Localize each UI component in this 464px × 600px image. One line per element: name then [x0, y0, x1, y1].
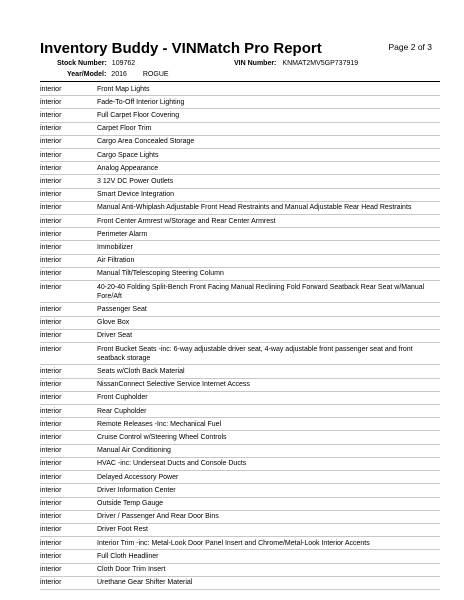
list-item [40, 175, 440, 188]
list-item [40, 577, 440, 590]
item-description: Driver Information Center [97, 486, 176, 494]
item-description: Passenger Seat [97, 305, 147, 313]
list-item [40, 83, 440, 96]
year-value: 2016 [111, 71, 127, 78]
stock-number-value: 109762 [111, 60, 136, 67]
item-category: interior [40, 151, 62, 159]
year-model-field [67, 71, 169, 78]
item-description: Front Map Lights [97, 85, 150, 93]
item-category: interior [40, 230, 62, 238]
item-category: interior [40, 98, 62, 106]
equipment-list [40, 83, 440, 590]
list-item [40, 471, 440, 484]
item-description: Cloth Door Trim Insert [97, 566, 166, 574]
item-category: interior [40, 552, 62, 560]
item-category: interior [40, 447, 62, 455]
item-description: Cargo Space Lights [97, 151, 159, 159]
item-category: interior [40, 500, 62, 507]
item-category: interior [40, 420, 62, 428]
item-description: Delayed Accessory Power [97, 473, 179, 481]
item-category: interior [40, 319, 62, 327]
item-description: Seats w/Cloth Back Material [97, 367, 185, 375]
list-item [40, 445, 440, 458]
item-description: HVAC -inc: Underseat Ducts and Console Ducts [97, 460, 247, 468]
item-description: Immobilizer [97, 243, 133, 251]
item-description: Manual Anti-Whiplash Adjustable Front Head Restraints and Manual Adjustable Rear Head Restraints [97, 204, 412, 212]
item-category: interior [40, 283, 62, 291]
list-item [40, 189, 440, 202]
item-category: interior [40, 367, 62, 375]
list-item [40, 392, 440, 405]
list-item [40, 317, 440, 330]
item-description: Cruise Control w/Steering Wheel Controls [97, 433, 227, 441]
item-description: 3 12V DC Power Outlets [97, 177, 174, 185]
vin-number-field [234, 60, 358, 67]
list-item [40, 303, 440, 316]
item-category: interior [40, 85, 62, 93]
item-description: Analog Appearance [97, 164, 159, 172]
item-category: interior [40, 433, 62, 441]
list-item [40, 498, 440, 511]
item-description: Front Bucket Seats -inc: 6-way adjustable driver seat, 4-way adjustable front passenger seat and front seatback storage [97, 345, 413, 362]
list-item [40, 241, 440, 254]
list-item [40, 136, 440, 149]
item-description: Full Carpet Floor Covering [97, 111, 180, 119]
list-item [40, 564, 440, 577]
item-category: interior [40, 111, 62, 119]
list-item [40, 550, 440, 563]
list-item [40, 255, 440, 268]
item-description: Glove Box [97, 319, 130, 327]
item-category: interior [40, 305, 62, 313]
list-item [40, 268, 440, 281]
item-description: NissanConnect Selective Service Internet Access [97, 381, 250, 389]
item-category: interior [40, 579, 62, 587]
item-category: interior [40, 566, 62, 574]
list-item [40, 418, 440, 431]
list-item [40, 379, 440, 392]
item-description: Front Cupholder [97, 394, 148, 402]
item-category: interior [40, 407, 62, 415]
item-category: interior [40, 539, 62, 547]
list-item [40, 431, 440, 444]
item-category: interior [40, 332, 62, 340]
vin-number-value: KNMAT2MV5GP737919 [282, 60, 359, 67]
item-category: interior [40, 526, 62, 534]
item-description: Perimeter Alarm [97, 230, 148, 238]
item-category: interior [40, 125, 62, 133]
list-item [40, 524, 440, 537]
item-description: Air Filtration [97, 257, 135, 265]
item-description: Fade-To-Off Interior Lighting [97, 98, 185, 106]
list-item [40, 123, 440, 136]
list-item [40, 109, 440, 122]
list-item [40, 96, 440, 109]
item-description: Manual Air Conditioning [97, 447, 171, 455]
stock-number-field [57, 60, 135, 67]
item-description: Smart Device Integration [97, 191, 175, 199]
item-category: interior [40, 513, 62, 521]
item-description: Outside Temp Gauge [97, 500, 164, 507]
item-description: Rear Cupholder [97, 407, 147, 415]
item-category: interior [40, 460, 62, 468]
item-category: interior [40, 486, 62, 494]
item-category: interior [40, 345, 62, 353]
item-description: Driver / Passenger And Rear Door Bins [97, 513, 219, 521]
item-description: 40-20-40 Folding Split-Bench Front Facing Manual Reclining Fold Forward Seatback Rear Seat w/Manual Fore/Aft [97, 283, 425, 300]
item-description: Remote Releases -Inc: Mechanical Fuel [97, 420, 222, 428]
item-category: interior [40, 191, 62, 199]
item-category: interior [40, 138, 62, 146]
item-category: interior [40, 381, 62, 389]
item-category: interior [40, 394, 62, 402]
stock-number-label: Stock Number: [57, 60, 107, 67]
item-category: interior [40, 177, 62, 185]
item-category: interior [40, 270, 62, 278]
item-category: interior [40, 164, 62, 172]
list-item [40, 511, 440, 524]
item-description: Carpet Floor Trim [97, 125, 152, 133]
year-model-label: Year/Model: [67, 71, 107, 78]
item-category: interior [40, 257, 62, 265]
list-item [40, 365, 440, 378]
list-item [40, 458, 440, 471]
item-category: interior [40, 473, 62, 481]
list-item [40, 484, 440, 497]
item-description: Driver Foot Rest [97, 526, 148, 534]
page-number: Page 2 of 3 [388, 42, 432, 52]
item-category: interior [40, 204, 62, 212]
item-category: interior [40, 217, 62, 225]
vin-number-label: VIN Number: [234, 60, 277, 67]
list-item [40, 330, 440, 343]
item-description: Driver Seat [97, 332, 133, 340]
report-title: Inventory Buddy - VINMatch Pro Report [40, 40, 322, 57]
list-item [40, 405, 440, 418]
list-item [40, 343, 440, 365]
header-divider [40, 81, 440, 82]
list-item [40, 162, 440, 175]
list-item [40, 149, 440, 162]
item-description: Interior Trim -inc: Metal-Look Door Panel Insert and Chrome/Metal-Look Interior Accents [97, 539, 370, 547]
item-category: interior [40, 243, 62, 251]
item-description: Cargo Area Concealed Storage [97, 138, 195, 146]
list-item [40, 281, 440, 303]
list-item [40, 537, 440, 550]
list-item [40, 202, 440, 215]
item-description: Urethane Gear Shifter Material [97, 579, 193, 587]
list-item [40, 228, 440, 241]
model-value: ROGUE [142, 71, 169, 78]
item-description: Manual Tilt/Telescoping Steering Column [97, 270, 224, 278]
item-description: Full Cloth Headliner [97, 552, 159, 560]
list-item [40, 215, 440, 228]
item-description: Front Center Armrest w/Storage and Rear Center Armrest [97, 217, 276, 225]
